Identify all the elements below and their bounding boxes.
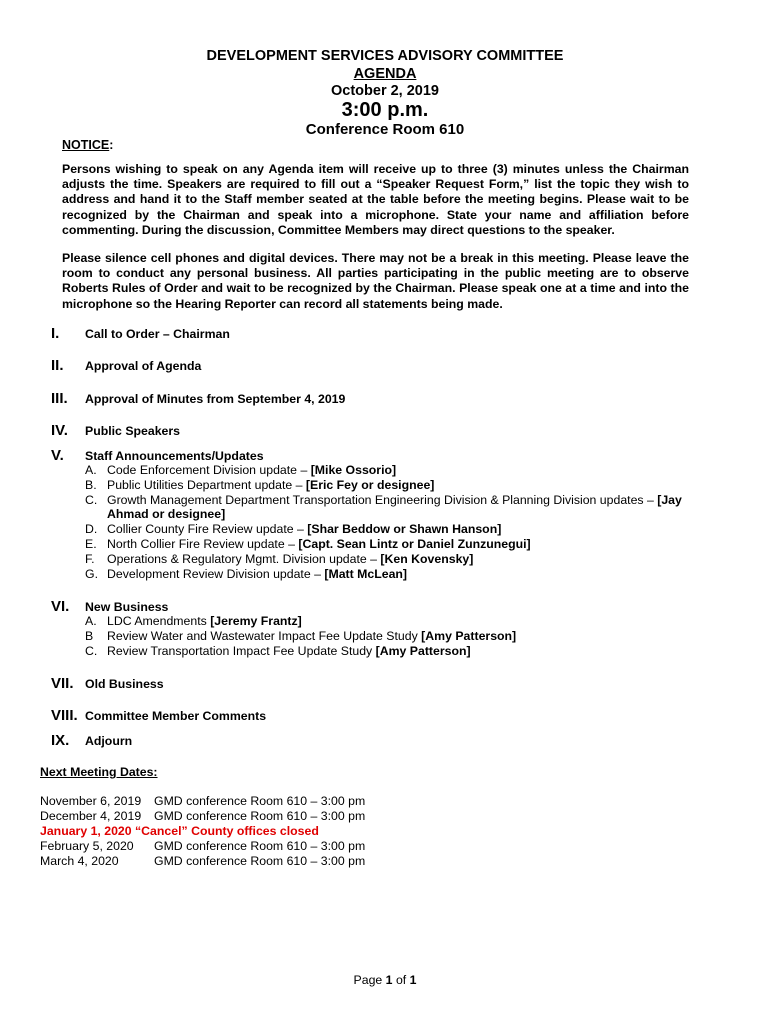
agenda-item-7: [51, 675, 164, 693]
meeting-date: October 2, 2019: [331, 83, 439, 99]
list-item: [85, 463, 705, 478]
list-letter: A.: [85, 614, 97, 628]
notice-paragraph-speakers: Persons wishing to speak on any Agenda item will receive up to three (3) minutes unless the Chairman adjusts the time. Speakers are required to fill out a “Speaker Request Form,” list the topic they wish to address and hand it to the Staff member seated at the table before the meeting begins. Please wait to be recognized by the Chairman and speak into a microphone. State your name and affiliation before commenting. During the discussion, Committee Members may direct questions to the speaker.: [62, 162, 689, 237]
agenda-item-2: [51, 357, 201, 375]
agenda-item-9: [51, 732, 132, 750]
meeting-detail: GMD conference Room 610 – 3:00 pm: [154, 854, 366, 868]
meeting-time: 3:00 p.m.: [341, 99, 429, 121]
list-text: Code Enforcement Division update –: [107, 463, 311, 477]
item-title: Committee Member Comments: [85, 709, 267, 723]
of-word: of: [395, 973, 407, 987]
item-title: Approval of Agenda: [85, 359, 202, 373]
list-letter: B.: [85, 477, 97, 492]
page-footer: [0, 973, 770, 987]
item-title: Public Speakers: [85, 424, 181, 438]
notice-colon: :: [109, 138, 114, 152]
meeting-room: Conference Room 610: [305, 121, 465, 138]
list-letter: D.: [85, 522, 98, 537]
list-text: Review Transportation Impact Fee Update Study: [107, 643, 376, 658]
agenda-item-1: [51, 325, 230, 343]
presenter-name: [Amy Patterson]: [375, 643, 471, 658]
list-letter: G.: [85, 566, 98, 581]
meeting-cancel-notice: January 1, 2020 “Cancel” County offices closed: [40, 824, 319, 838]
list-item: [85, 552, 705, 567]
item-numeral: IX.: [51, 732, 70, 749]
presenter-name: [Mike Ossorio]: [310, 463, 397, 477]
item-title: New Business: [85, 600, 169, 614]
item-title: Adjourn: [85, 734, 133, 748]
item-numeral: III.: [51, 390, 68, 407]
meeting-detail: GMD conference Room 610 – 3:00 pm: [154, 794, 366, 808]
notice-paragraph-devices: Please silence cell phones and digital devices. There may not be a break in this meeting. Please leave the room to conduct any personal business. All parties participating in the public meeting are to observe Roberts Rules of Order and wait to be recognized by the Chairman. Please speak one at a time and into the microphone so the Hearing Reporter can record all statements being made.: [62, 251, 689, 311]
list-text: Review Water and Wastewater Impact Fee Update Study: [107, 628, 422, 643]
notice-label-text: NOTICE: [62, 138, 110, 152]
page-word: Page: [353, 973, 383, 987]
item-numeral: V.: [51, 447, 64, 464]
committee-title: DEVELOPMENT SERVICES ADVISORY COMMITTEE: [206, 48, 564, 64]
item-title: Old Business: [85, 677, 164, 691]
next-meeting-label: Next Meeting Dates:: [40, 765, 158, 779]
list-text: Growth Management Department Transportation Engineering Division & Planning Division updates –: [107, 492, 658, 507]
list-letter: B: [85, 628, 94, 643]
meeting-date-value: February 5, 2020: [40, 839, 134, 853]
item-numeral: VI.: [51, 598, 70, 615]
next-meeting-list: [40, 794, 365, 869]
meeting-date-value: December 4, 2019: [40, 809, 142, 823]
item-numeral: I.: [51, 325, 60, 342]
list-letter: F.: [85, 551, 95, 566]
presenter-name: [Amy Patterson]: [421, 628, 517, 643]
presenter-name: [Matt McLean]: [324, 566, 408, 581]
presenter-name: [Jeremy Frantz]: [210, 614, 302, 628]
meeting-detail: GMD conference Room 610 – 3:00 pm: [154, 809, 366, 823]
meeting-date-value: November 6, 2019: [40, 794, 142, 808]
list-text: North Collier Fire Review update –: [107, 536, 299, 551]
list-item: [85, 614, 705, 629]
list-text: Development Review Division update –: [107, 566, 325, 581]
page-number: 1: [385, 973, 393, 987]
item-numeral: II.: [51, 357, 64, 374]
list-letter: E.: [85, 536, 97, 551]
item-numeral: VIII.: [51, 707, 78, 724]
list-item: [85, 522, 705, 537]
presenter-name: [Capt. Sean Lintz or Daniel Zunzunegui]: [298, 536, 531, 551]
agenda-item-8: [51, 707, 266, 725]
item-title: Call to Order – Chairman: [85, 327, 230, 341]
agenda-item-4: [51, 422, 180, 440]
item-title: Staff Announcements/Updates: [85, 449, 264, 463]
meeting-row: [40, 809, 365, 824]
list-letter: C.: [85, 643, 98, 658]
agenda-heading: AGENDA: [353, 66, 417, 82]
list-text: Operations & Regulatory Mgmt. Division update –: [107, 551, 381, 566]
meeting-row: [40, 854, 365, 869]
meeting-row: [40, 839, 365, 854]
presenter-name: [Ken Kovensky]: [380, 551, 474, 566]
list-text: LDC Amendments: [107, 614, 211, 628]
item-numeral: VII.: [51, 675, 74, 692]
meeting-date-value: March 4, 2020: [40, 854, 119, 868]
meeting-detail: GMD conference Room 610 – 3:00 pm: [154, 839, 366, 853]
presenter-name: [Eric Fey or designee]: [305, 477, 435, 492]
list-text: Public Utilities Department update –: [107, 477, 306, 492]
list-letter: C.: [85, 492, 98, 507]
list-item: [85, 567, 705, 582]
list-item: [85, 478, 705, 493]
list-item: [85, 644, 705, 659]
meeting-row: [40, 794, 365, 809]
list-letter: A.: [85, 463, 97, 477]
new-business-list: [85, 614, 705, 658]
page-total: 1: [409, 973, 417, 987]
presenter-name: [Jay Ahmad or designee]: [107, 492, 682, 522]
notice-label: [62, 138, 113, 152]
meeting-row-cancelled: [40, 824, 365, 839]
item-title: Approval of Minutes from September 4, 2019: [85, 392, 346, 406]
list-item: [85, 537, 705, 552]
staff-updates-list: [85, 463, 705, 581]
list-text: Collier County Fire Review update –: [107, 522, 308, 537]
list-item: [85, 493, 705, 523]
presenter-name: [Shar Beddow or Shawn Hanson]: [307, 522, 502, 537]
list-item: [85, 629, 705, 644]
item-numeral: IV.: [51, 422, 68, 439]
agenda-item-3: [51, 390, 345, 408]
